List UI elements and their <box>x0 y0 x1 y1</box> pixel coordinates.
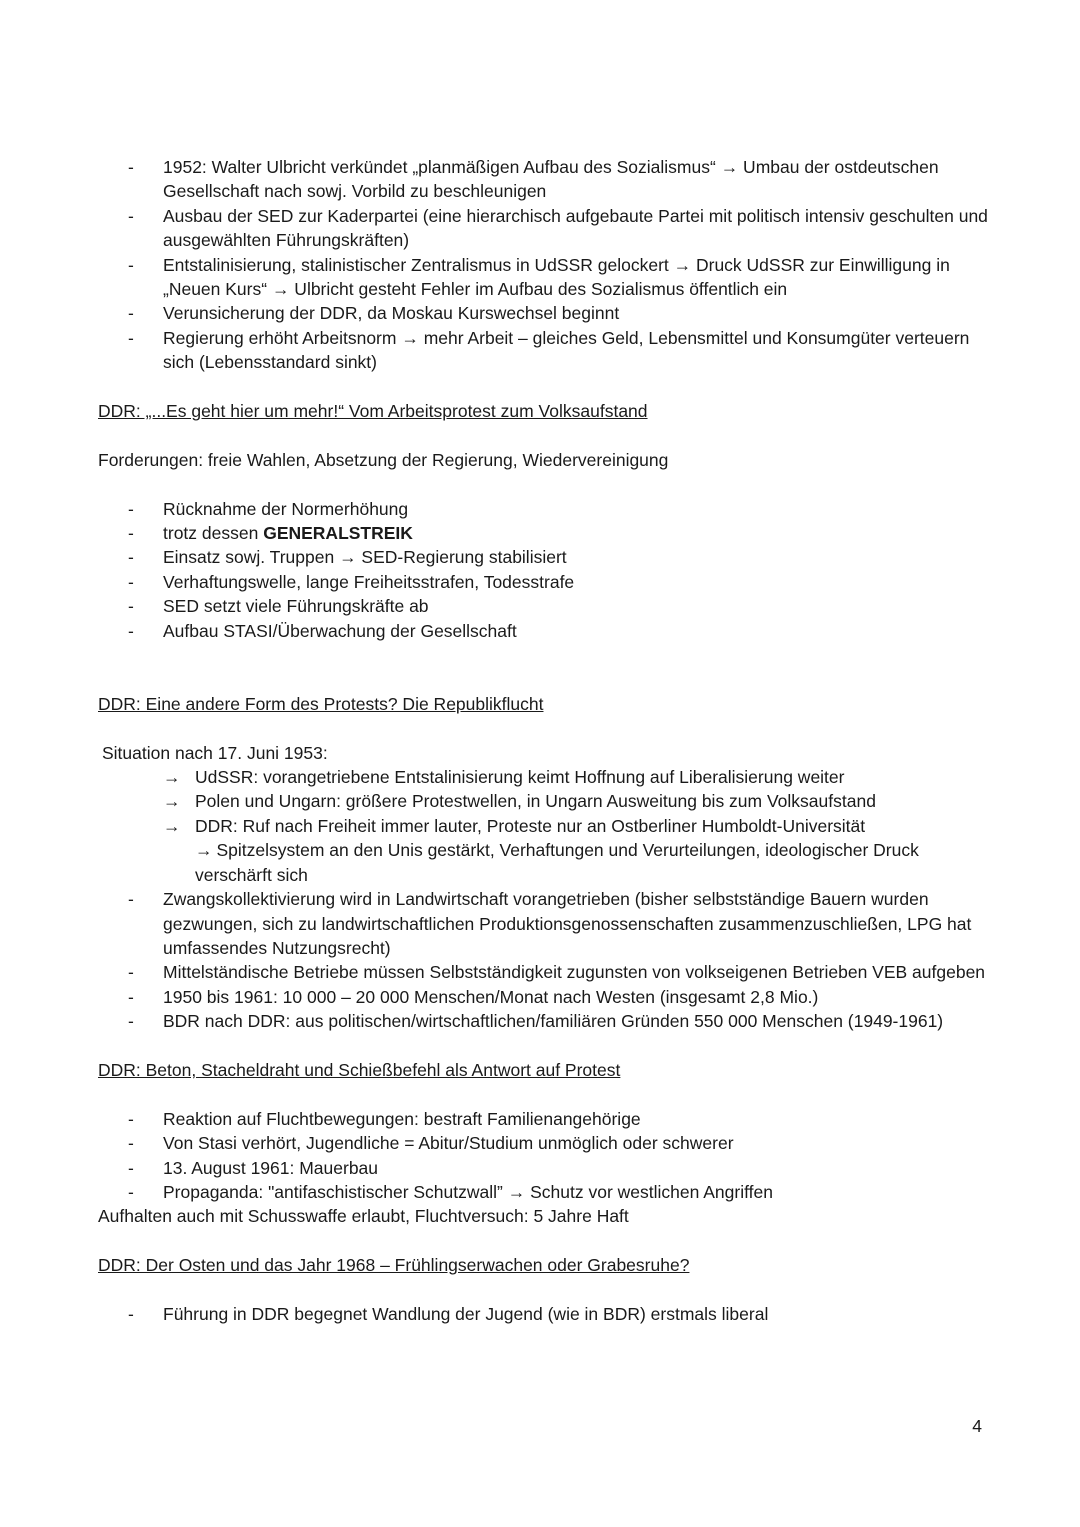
list-item: - Mittelständische Betriebe müssen Selbstständigkeit zugunsten von volkseigenen Betrieben VEB aufgeben <box>98 960 998 984</box>
list-item: - Regierung erhöht Arbeitsnorm → mehr Arbeit – gleiches Geld, Lebensmittel und Konsumgüter verteuern sich (Lebensstandard sinkt) <box>98 326 998 375</box>
list-item: - Rücknahme der Normerhöhung <box>98 497 998 521</box>
arrow-icon: → <box>271 279 290 300</box>
arrow-icon: → <box>163 767 181 788</box>
list-item: - 13. August 1961: Mauerbau <box>98 1156 998 1180</box>
list-item: - Einsatz sowj. Truppen → SED-Regierung stabilisiert <box>98 545 998 569</box>
page-number: 4 <box>972 1416 982 1436</box>
list-item: - trotz dessen GENERALSTREIK <box>98 521 998 545</box>
arrow-item: → UdSSR: vorangetriebene Entstalinisierung keimt Hoffnung auf Liberalisierung weiter <box>98 765 998 789</box>
bullet-list-mauerbau <box>98 1107 998 1205</box>
list-item: - SED setzt viele Führungskräfte ab <box>98 594 998 618</box>
list-item: - Aufbau STASI/Überwachung der Gesellschaft <box>98 619 998 643</box>
section-heading-volksaufstand: DDR: „...Es geht hier um mehr!“ Vom Arbeitsprotest zum Volksaufstand <box>98 401 648 422</box>
sub-arrow-item: → Spitzelsystem an den Unis gestärkt, Verhaftungen und Verurteilungen, ideologischer Druck verschärft sich <box>195 840 919 885</box>
list-item: - 1952: Walter Ulbricht verkündet „planmäßigen Aufbau des Sozialismus“ → Umbau der ostdeutschen Gesellschaft nach sowj. Vorbild zu beschleunigen <box>98 155 998 204</box>
arrow-icon: → <box>163 815 181 836</box>
list-item: - Zwangskollektivierung wird in Landwirtschaft vorangetrieben (bisher selbstständige Bauern wurden gezwungen, sich zu landwirtschaftlichen Produktionsgenossenschaften zusammenzuschließen, LPG hat umfassendes Nutzungsrecht) <box>98 887 998 960</box>
list-item: - Führung in DDR begegnet Wandlung der Jugend (wie in BDR) erstmals liberal <box>98 1302 998 1326</box>
arrow-icon: → <box>507 1181 526 1202</box>
list-item: - Entstalinisierung, stalinistischer Zentralismus in UdSSR gelockert → Druck UdSSR zur Einwilligung in „Neuen Kurs“ → Ulbricht gesteht Fehler im Aufbau des Sozialismus öffentlich ein <box>98 253 998 302</box>
arrow-item: → Polen und Ungarn: größere Protestwellen, in Ungarn Ausweitung bis zum Volksaufstand <box>98 789 998 813</box>
list-item: - Von Stasi verhört, Jugendliche = Abitur/Studium unmöglich oder schwerer <box>98 1131 998 1155</box>
bullet-list-intro <box>98 155 998 375</box>
list-item: - BDR nach DDR: aus politischen/wirtschaftlichen/familiären Gründen 550 000 Menschen (1949-1961) <box>98 1009 998 1033</box>
arrow-icon: → <box>673 254 692 275</box>
arrow-icon: → <box>401 327 419 348</box>
arrow-icon: → <box>339 547 357 568</box>
list-item: - Verunsicherung der DDR, da Moskau Kurswechsel beginnt <box>98 301 998 325</box>
document-page <box>98 155 998 1326</box>
arrow-icon: → <box>720 157 739 177</box>
list-item: - Ausbau der SED zur Kaderpartei (eine hierarchisch aufgebaute Partei mit politisch intensiv geschulten und ausgewählten Führungskräften) <box>98 204 998 253</box>
list-item: - 1950 bis 1961: 10 000 – 20 000 Menschen/Monat nach Westen (insgesamt 2,8 Mio.) <box>98 985 998 1009</box>
section-heading-1968: DDR: Der Osten und das Jahr 1968 – Frühlingserwachen oder Grabesruhe? <box>98 1255 690 1276</box>
arrow-item: → DDR: Ruf nach Freiheit immer lauter, Proteste nur an Ostberliner Humboldt-Universität <box>98 814 998 838</box>
bullet-list-republikflucht <box>98 887 998 1033</box>
arrow-icon: → <box>195 840 213 861</box>
situation-text: Situation nach 17. Juni 1953: <box>102 742 328 763</box>
arrow-list-situation <box>98 765 998 838</box>
list-item: - Propaganda: "antifaschistischer Schutzwall” → Schutz vor westlichen Angriffen <box>98 1180 998 1204</box>
section-heading-mauerbau: DDR: Beton, Stacheldraht und Schießbefehl als Antwort auf Protest <box>98 1059 621 1080</box>
mauerbau-footer-text: Aufhalten auch mit Schusswaffe erlaubt, Fluchtversuch: 5 Jahre Haft <box>98 1206 629 1227</box>
list-item: - Reaktion auf Fluchtbewegungen: bestraft Familienangehörige <box>98 1107 998 1131</box>
section-heading-republikflucht: DDR: Eine andere Form des Protests? Die Republikflucht <box>98 693 544 714</box>
list-item: - Verhaftungswelle, lange Freiheitsstrafen, Todesstrafe <box>98 570 998 594</box>
bullet-list-1968 <box>98 1302 998 1326</box>
generalstreik-bold: GENERALSTREIK <box>263 523 413 544</box>
bullet-list-volksaufstand <box>98 497 998 643</box>
arrow-icon: → <box>163 791 181 812</box>
demands-text: Forderungen: freie Wahlen, Absetzung der Regierung, Wiedervereinigung <box>98 449 669 470</box>
